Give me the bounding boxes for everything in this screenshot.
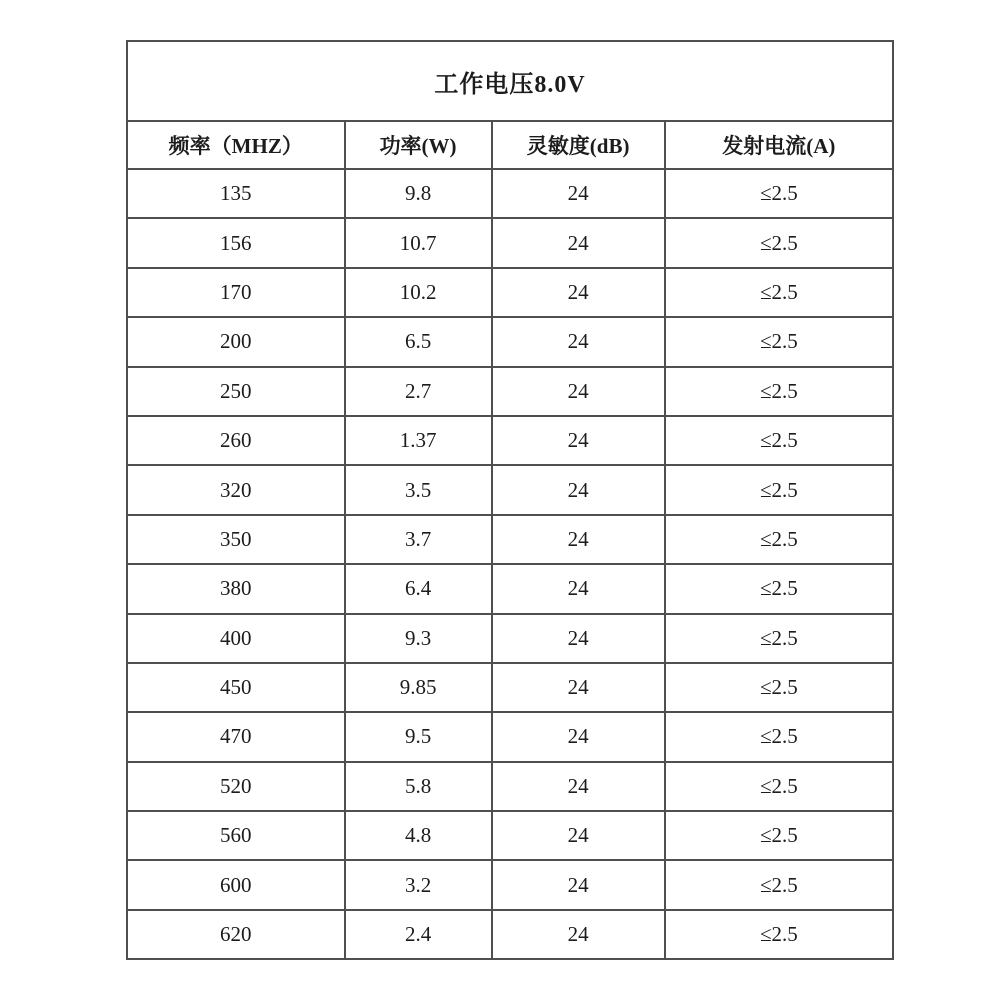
table-cell: 3.7: [345, 515, 492, 564]
table-cell: 24: [492, 663, 665, 712]
table-cell: ≤2.5: [665, 416, 893, 465]
table-cell: 470: [127, 712, 345, 761]
table-cell: 24: [492, 367, 665, 416]
table-cell: 24: [492, 564, 665, 613]
spec-table: [126, 40, 894, 960]
table-cell: 5.8: [345, 762, 492, 811]
table-cell: 9.8: [345, 169, 492, 218]
table-row: [127, 515, 893, 564]
table-cell: 24: [492, 268, 665, 317]
table-cell: 3.2: [345, 860, 492, 909]
table-cell: 3.5: [345, 465, 492, 514]
column-header-frequency: 频率（MHZ）: [127, 121, 345, 169]
table-cell: ≤2.5: [665, 910, 893, 959]
table-cell: 4.8: [345, 811, 492, 860]
table-cell: ≤2.5: [665, 860, 893, 909]
table-cell: 24: [492, 169, 665, 218]
table-cell: ≤2.5: [665, 564, 893, 613]
table-cell: 24: [492, 910, 665, 959]
table-cell: 600: [127, 860, 345, 909]
table-cell: 24: [492, 614, 665, 663]
table-cell: 260: [127, 416, 345, 465]
table-cell: 6.5: [345, 317, 492, 366]
table-cell: 24: [492, 811, 665, 860]
table-cell: ≤2.5: [665, 811, 893, 860]
table-cell: 24: [492, 218, 665, 267]
table-cell: 24: [492, 762, 665, 811]
table-cell: 250: [127, 367, 345, 416]
table-cell: 24: [492, 317, 665, 366]
table-cell: 6.4: [345, 564, 492, 613]
table-row: [127, 317, 893, 366]
table-cell: ≤2.5: [665, 268, 893, 317]
table-cell: 380: [127, 564, 345, 613]
table-cell: ≤2.5: [665, 218, 893, 267]
table-cell: 10.7: [345, 218, 492, 267]
table-row: [127, 465, 893, 514]
table-row: [127, 367, 893, 416]
table-body: [127, 169, 893, 959]
table-row: [127, 416, 893, 465]
table-cell: ≤2.5: [665, 169, 893, 218]
table-title-row: [127, 41, 893, 121]
table-cell: 560: [127, 811, 345, 860]
table-header-row: [127, 121, 893, 169]
table-cell: ≤2.5: [665, 663, 893, 712]
table-row: [127, 268, 893, 317]
table-row: [127, 564, 893, 613]
spec-table-container: [126, 40, 894, 960]
table-cell: ≤2.5: [665, 762, 893, 811]
table-row: [127, 762, 893, 811]
table-cell: 2.7: [345, 367, 492, 416]
table-cell: ≤2.5: [665, 614, 893, 663]
table-cell: 24: [492, 416, 665, 465]
column-header-power: 功率(W): [345, 121, 492, 169]
column-header-transmit-current: 发射电流(A): [665, 121, 893, 169]
table-cell: 9.3: [345, 614, 492, 663]
table-row: [127, 910, 893, 959]
table-row: [127, 169, 893, 218]
table-cell: 156: [127, 218, 345, 267]
table-cell: ≤2.5: [665, 317, 893, 366]
table-cell: 24: [492, 860, 665, 909]
table-cell: 520: [127, 762, 345, 811]
table-cell: ≤2.5: [665, 712, 893, 761]
table-cell: 170: [127, 268, 345, 317]
table-row: [127, 860, 893, 909]
table-cell: ≤2.5: [665, 367, 893, 416]
table-cell: 135: [127, 169, 345, 218]
table-row: [127, 712, 893, 761]
table-cell: 320: [127, 465, 345, 514]
table-cell: 24: [492, 712, 665, 761]
table-cell: ≤2.5: [665, 465, 893, 514]
table-row: [127, 614, 893, 663]
table-cell: 350: [127, 515, 345, 564]
table-cell: 620: [127, 910, 345, 959]
table-cell: 400: [127, 614, 345, 663]
column-header-sensitivity: 灵敏度(dB): [492, 121, 665, 169]
table-cell: 1.37: [345, 416, 492, 465]
table-cell: 450: [127, 663, 345, 712]
table-cell: 2.4: [345, 910, 492, 959]
table-cell: 9.5: [345, 712, 492, 761]
table-cell: 10.2: [345, 268, 492, 317]
table-title: 工作电压8.0V: [127, 41, 893, 121]
table-row: [127, 811, 893, 860]
table-cell: 24: [492, 465, 665, 514]
table-row: [127, 218, 893, 267]
table-row: [127, 663, 893, 712]
table-cell: 9.85: [345, 663, 492, 712]
table-cell: ≤2.5: [665, 515, 893, 564]
table-cell: 24: [492, 515, 665, 564]
table-cell: 200: [127, 317, 345, 366]
